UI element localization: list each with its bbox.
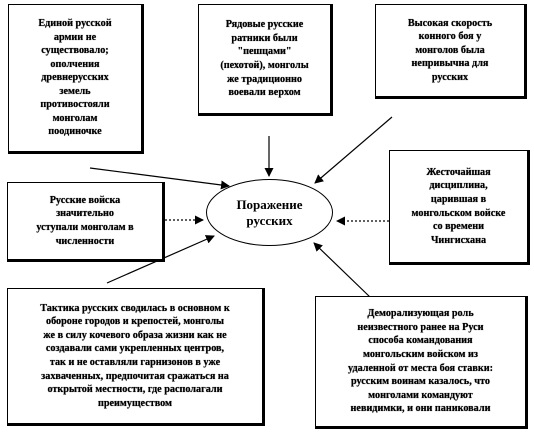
factor-text-1: Единой русской армии не существовало; ополчения древнерусских земель противостояли монголам поодиночке	[38, 17, 112, 138]
factor-text-4: Русские войска значительно уступали монголам в численности	[36, 194, 134, 247]
factor-box-discipline	[389, 150, 530, 265]
factor-box-infantry-vs-cavalry	[198, 4, 333, 116]
factor-text-7: Деморализующая роль неизвестного ранее на Руси способа командования монгольским войском из удаленной от места боя ставки: русским воинам казалось, что монголами командуют невидимки, и они паниковали	[348, 308, 493, 415]
factor-text-2: Рядовые русские ратники были "пешцами" (пехотой), монголы же традиционно воевали верхом	[220, 19, 309, 99]
center-node-defeat	[206, 179, 333, 246]
factor-text-3: Высокая скорость конного боя у монголов была непривычна для русских	[407, 17, 493, 83]
factor-box-command	[315, 296, 528, 429]
factor-box-tactics	[7, 288, 265, 426]
factor-box-numbers	[7, 182, 165, 262]
factor-text-5: Жесточайшая дисциплина, царившая в монгольском войске со времени Чингисхана	[411, 166, 506, 246]
factor-box-cavalry-speed	[375, 4, 527, 99]
factor-box-no-unified-army	[8, 4, 144, 154]
arrow-from-box-7	[314, 243, 371, 298]
factor-text-6: Тактика русских сводилась в основном к обороне городов и крепостей, монголы же в силу кочевого образа жизни как не создавали сами укрепленных центров, так и не оставляли гарнизонов в уже захваченных, предпочитая сражаться на открытой местности, где располагали преимуществом	[40, 302, 230, 409]
center-node-label: Поражение русских	[236, 196, 303, 228]
arrow-from-box-3	[315, 117, 392, 183]
